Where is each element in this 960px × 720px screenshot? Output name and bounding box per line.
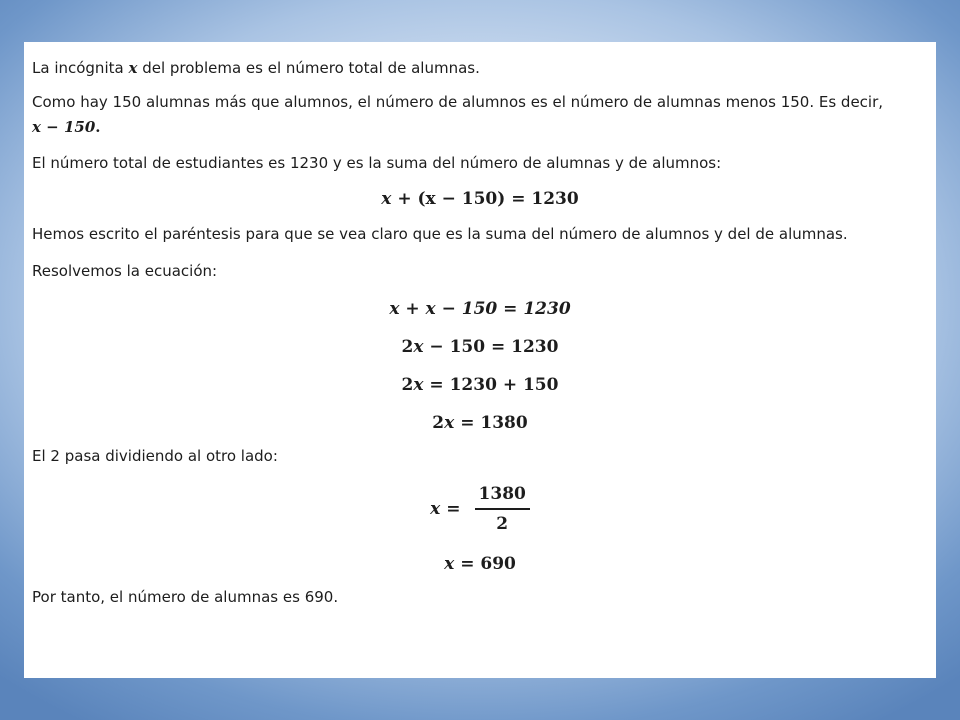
- paragraph-solve: Resolvemos la ecuación:: [32, 262, 218, 280]
- equation-step-2: [32, 328, 928, 366]
- eq4-coef: 2: [401, 375, 414, 395]
- eq7-var: x: [444, 554, 455, 574]
- p2-expression-line: [32, 115, 928, 140]
- eq5-var: x: [444, 413, 455, 433]
- p1-after: del problema es el número total de alumnas.: [142, 59, 480, 77]
- equation-sum: [32, 180, 928, 218]
- eq4-rest: = 1230 + 150: [429, 375, 559, 395]
- p2-period: .: [95, 118, 101, 136]
- eq7-rest: = 690: [460, 554, 516, 574]
- eq1-rest: + (x − 150) = 1230: [397, 189, 579, 209]
- eq1-var: x: [381, 189, 392, 209]
- paragraph-total: El número total de estudiantes es 1230 y es la suma del número de alumnas y de alumnos:: [32, 154, 722, 172]
- equation-step-4: [32, 404, 928, 442]
- paragraph-relation: [32, 90, 928, 140]
- eq5-rest: = 1380: [460, 413, 528, 433]
- eq2-text: x + x − 150 = 1230: [389, 299, 571, 319]
- paragraph-unknown: [32, 56, 928, 81]
- eq3-coef: 2: [401, 337, 414, 357]
- equation-step-1: [32, 290, 928, 328]
- p1-variable: x: [128, 59, 138, 77]
- equation-result: [32, 545, 928, 583]
- paragraph-conclusion: Por tanto, el número de alumnas es 690.: [32, 588, 339, 606]
- p2-text: Como hay 150 alumnas más que alumnos, el número de alumnos es el número de alumnas menos 150. Es decir,: [32, 93, 884, 111]
- p1-before: La incógnita: [32, 59, 124, 77]
- equation-step-3: [32, 366, 928, 404]
- fraction: [475, 482, 530, 536]
- fraction-denominator: 2: [496, 514, 509, 534]
- paragraph-parenthesis: Hemos escrito el paréntesis para que se vea claro que es la suma del número de alumnos y del de alumnas.: [32, 225, 848, 243]
- solution-sheet: [24, 42, 936, 678]
- paragraph-divide: El 2 pasa dividiendo al otro lado:: [32, 447, 278, 465]
- eq4-var: x: [413, 375, 424, 395]
- p2-expression: x − 150: [32, 118, 96, 136]
- frac-var: x: [430, 499, 441, 519]
- fraction-numerator: 1380: [475, 482, 530, 510]
- eq3-rest: − 150 = 1230: [429, 337, 559, 357]
- eq5-coef: 2: [432, 413, 445, 433]
- eq3-var: x: [413, 337, 424, 357]
- frac-equals: =: [446, 499, 461, 519]
- equation-fraction: [32, 477, 928, 541]
